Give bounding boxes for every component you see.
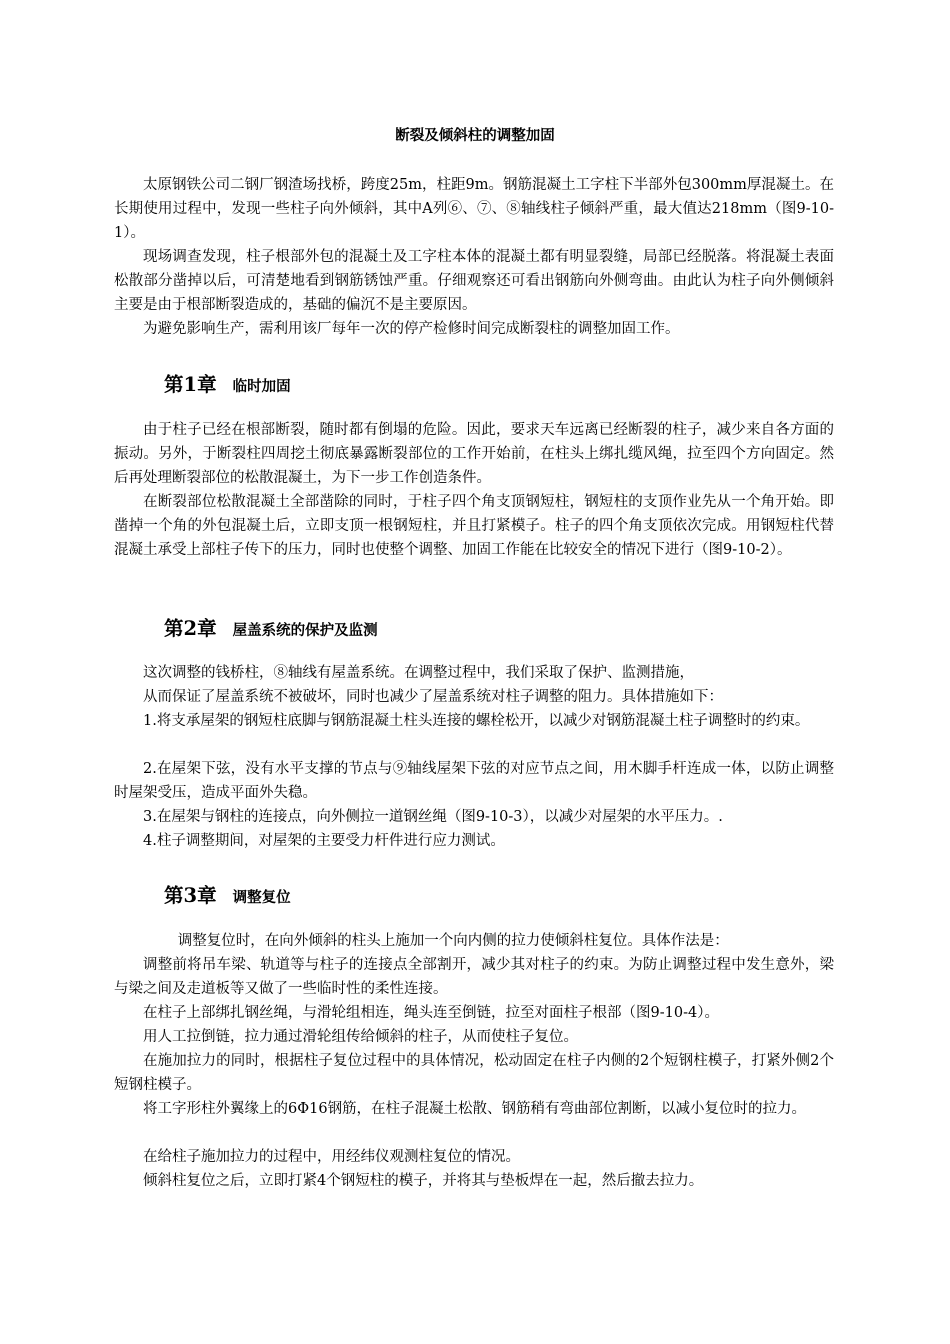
chapter-3-paragraph-3: 在柱子上部绑扎钢丝绳，与滑轮组相连，绳头连至倒链，拉至对面柱子根部（图9-10-4）。 [143,1005,719,1021]
chapter-3-title: 调整复位 [232,890,291,906]
chapter-3-paragraph-5: 在施加拉力的同时，根据柱子复位过程中的具体情况，松动固定在柱子内侧的2个短钢柱模子，打紧外侧2个短钢柱模子。 [114,1053,834,1093]
chapter-3-paragraph-6: 将工字形柱外翼缘上的6Φ16钢筋，在柱子混凝土松散、钢筋稍有弯曲部位割断，以减小复位时的拉力。 [143,1101,807,1117]
chapter-3-number: 第3章 [164,884,217,907]
intro-paragraph-2: 现场调查发现，柱子根部外包的混凝土及工字柱本体的混凝土都有明显裂缝，局部已经脱落。将混凝土表面松散部分凿掉以后，可清楚地看到钢筋锈蚀严重。仔细观察还可看出钢筋向外侧弯曲。由此认为柱子向外侧倾斜主要是由于根部断裂造成的，基础的偏沉不是主要原因。 [114,249,834,313]
chapter-1-number: 第1章 [164,373,217,396]
chapter-2-paragraph-1: 这次调整的钱桥柱，⑧轴线有屋盖系统。在调整过程中，我们采取了保护、监测措施， [143,665,694,681]
chapter-3-paragraph-2: 调整前将吊车梁、轨道等与柱子的连接点全部割开，减少其对柱子的约束。为防止调整过程中发生意外，梁与梁之间及走道板等又做了一些临时性的柔性连接。 [114,957,834,997]
chapter-2-paragraph-2: 从而保证了屋盖系统不被破坏，同时也减少了屋盖系统对柱子调整的阻力。具体措施如下： [143,689,723,705]
chapter-1-heading [164,369,291,397]
chapter-2-title: 屋盖系统的保护及监测 [232,623,378,639]
chapter-3-paragraph-7: 在给柱子施加拉力的过程中，用经纬仪观测柱复位的情况。 [143,1149,520,1165]
chapter-2-heading [164,613,378,641]
intro-paragraph-3: 为避免影响生产，需利用该厂每年一次的停产检修时间完成断裂柱的调整加固工作。 [143,321,680,337]
chapter-2-number: 第2章 [164,617,217,640]
chapter-2-paragraph-6: 4.柱子调整期间，对屋架的主要受力杆件进行应力测试。 [143,833,505,849]
chapter-2-paragraph-3: 1.将支承屋架的钢短柱底脚与钢筋混凝土柱头连接的螺栓松开，以减少对钢筋混凝土柱子调整时的约束。 [143,713,810,729]
chapter-3-heading [164,880,291,908]
chapter-3-paragraph-8: 倾斜柱复位之后，立即打紧4个钢短柱的模子，并将其与垫板焊在一起，然后撤去拉力。 [143,1173,704,1189]
document-title: 断裂及倾斜柱的调整加固 [395,128,555,144]
chapter-3-paragraph-1: 调整复位时，在向外倾斜的柱头上施加一个向内侧的拉力使倾斜柱复位。具体作法是： [177,933,729,949]
chapter-1-title: 临时加固 [232,379,291,395]
intro-paragraph-1: 太原钢铁公司二钢厂钢渣场找桥，跨度25m，柱距9m。钢筋混凝土工字柱下半部外包300mm厚混凝土。在长期使用过程中，发现一些柱子向外倾斜，其中A列⑥、⑦、⑧轴线柱子倾斜严重，最大值达218mm（图9-10-1）。 [114,177,834,241]
chapter-1-paragraph-1: 由于柱子已经在根部断裂，随时都有倒塌的危险。因此，要求天车远离已经断裂的柱子，减少来自各方面的振动。另外，于断裂柱四周挖土彻底暴露断裂部位的工作开始前，在柱头上绑扎缆风绳，拉至四个方向固定。然后再处理断裂部位的松散混凝土，为下一步工作创造条件。 [114,422,834,486]
chapter-2-paragraph-5: 3.在屋架与钢柱的连接点，向外侧拉一道钢丝绳（图9-10-3），以减少对屋架的水平压力。. [143,809,723,825]
chapter-2-paragraph-4: 2.在屋架下弦，没有水平支撑的节点与⑨轴线屋架下弦的对应节点之间，用木脚手杆连成一体，以防止调整时屋架受压，造成平面外失稳。 [114,761,834,801]
chapter-3-paragraph-4: 用人工拉倒链，拉力通过滑轮组传给倾斜的柱子，从而使柱子复位。 [143,1029,578,1045]
chapter-1-paragraph-2: 在断裂部位松散混凝土全部凿除的同时，于柱子四个角支顶钢短柱，钢短柱的支顶作业先从一个角开始。即凿掉一个角的外包混凝土后，立即支顶一根钢短柱，并且打紧模子。柱子的四个角支顶依次完成。用钢短柱代替混凝土承受上部柱子传下的压力，同时也使整个调整、加固工作能在比较安全的情况下进行（图9-10-2）。 [114,494,834,558]
